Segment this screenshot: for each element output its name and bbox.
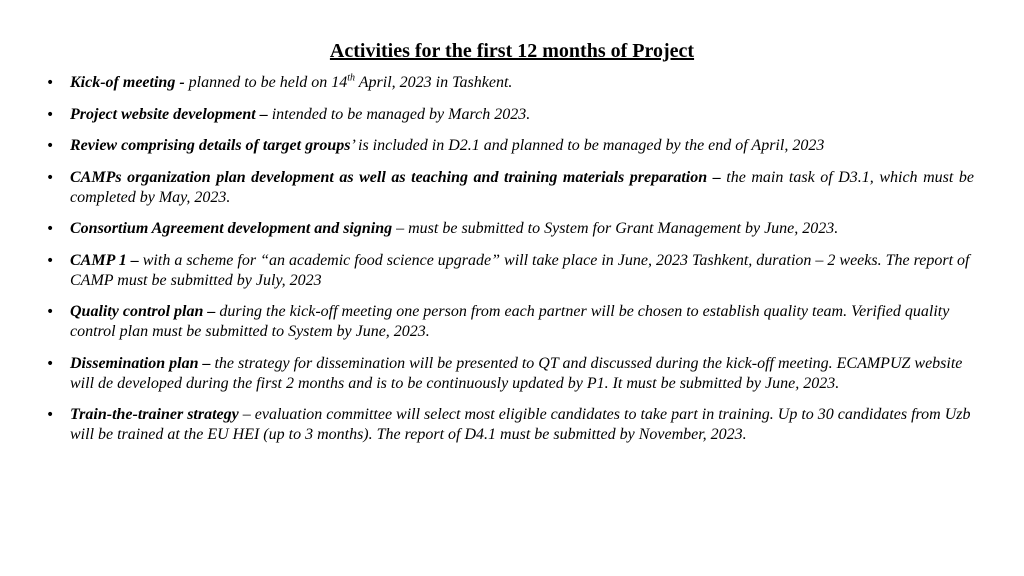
item-text: the strategy for dissemination will be presented to QT and discussed during the kick-off meeting. ECAMPUZ website will de developed during the first 2 months and is to be continuously updated by P1. It must be submitted by June, 2023.	[70, 354, 963, 392]
list-item-camps-plan	[46, 168, 974, 208]
item-text: intended to be managed by March 2023.	[271, 105, 531, 123]
item-text: with a scheme for “an academic food science upgrade” will take place in June, 2023 Tashkent, duration – 2 weeks. The report of CAMP must be submitted by July, 2023	[70, 251, 970, 289]
bullet-icon: •	[46, 221, 55, 237]
bullet-icon: •	[46, 407, 55, 423]
slide-title: Activities for the first 12 months of Project	[329, 40, 695, 62]
list-item-dissemination	[46, 354, 974, 394]
item-text: – must be submitted to System for Grant Management by June, 2023.	[392, 220, 839, 237]
list-item-camp1	[46, 251, 974, 291]
list-item-quality-control	[46, 302, 974, 342]
item-superscript: th	[347, 72, 356, 84]
item-heading: CAMP 1 –	[70, 251, 143, 269]
list-item-kickoff	[46, 73, 974, 93]
list-item-website	[46, 105, 974, 125]
list-item-consortium	[46, 219, 974, 239]
item-text: – evaluation committee will select most eligible candidates to take part in training. Up to 30 candidates from Uzb will be trained at the EU HEI (up to 3 months). The report of D4.1 must be submitted by November, 2023.	[70, 406, 971, 443]
item-heading: Dissemination plan –	[70, 354, 215, 372]
list-item-train-the-trainer	[46, 405, 974, 445]
item-heading: CAMPs organization plan development as well as teaching and training materials preparation –	[70, 168, 727, 186]
item-text: the main task of D3.1, which must be completed by May, 2023.	[70, 168, 974, 206]
item-text: planned to be held on 14	[188, 74, 348, 91]
bullet-icon: •	[46, 252, 55, 269]
bullet-icon: •	[46, 138, 55, 154]
item-heading: Quality control plan –	[70, 303, 220, 320]
item-text: during the kick-off meeting one person from each partner will be chosen to establish quality team. Verified quality control plan must be submitted to System by June, 2023.	[70, 303, 950, 340]
item-heading: Review comprising details of target groups	[70, 137, 351, 154]
list-item-target-groups	[46, 136, 974, 156]
item-heading: Consortium Agreement development and signing	[70, 220, 393, 237]
item-text: ’ is included in D2.1 and planned to be managed by the end of April, 2023	[350, 137, 825, 154]
bullet-icon: •	[46, 75, 55, 91]
item-text-continued: April, 2023 in Tashkent.	[355, 74, 513, 91]
item-heading: Project website development –	[70, 105, 272, 123]
bullet-icon: •	[46, 169, 55, 186]
item-heading: Kick-of meeting -	[70, 74, 189, 91]
bullet-icon: •	[46, 355, 55, 372]
item-heading: Train-the-trainer strategy	[70, 406, 239, 423]
activity-list	[46, 73, 974, 457]
bullet-icon: •	[46, 304, 55, 320]
bullet-icon: •	[46, 106, 55, 123]
